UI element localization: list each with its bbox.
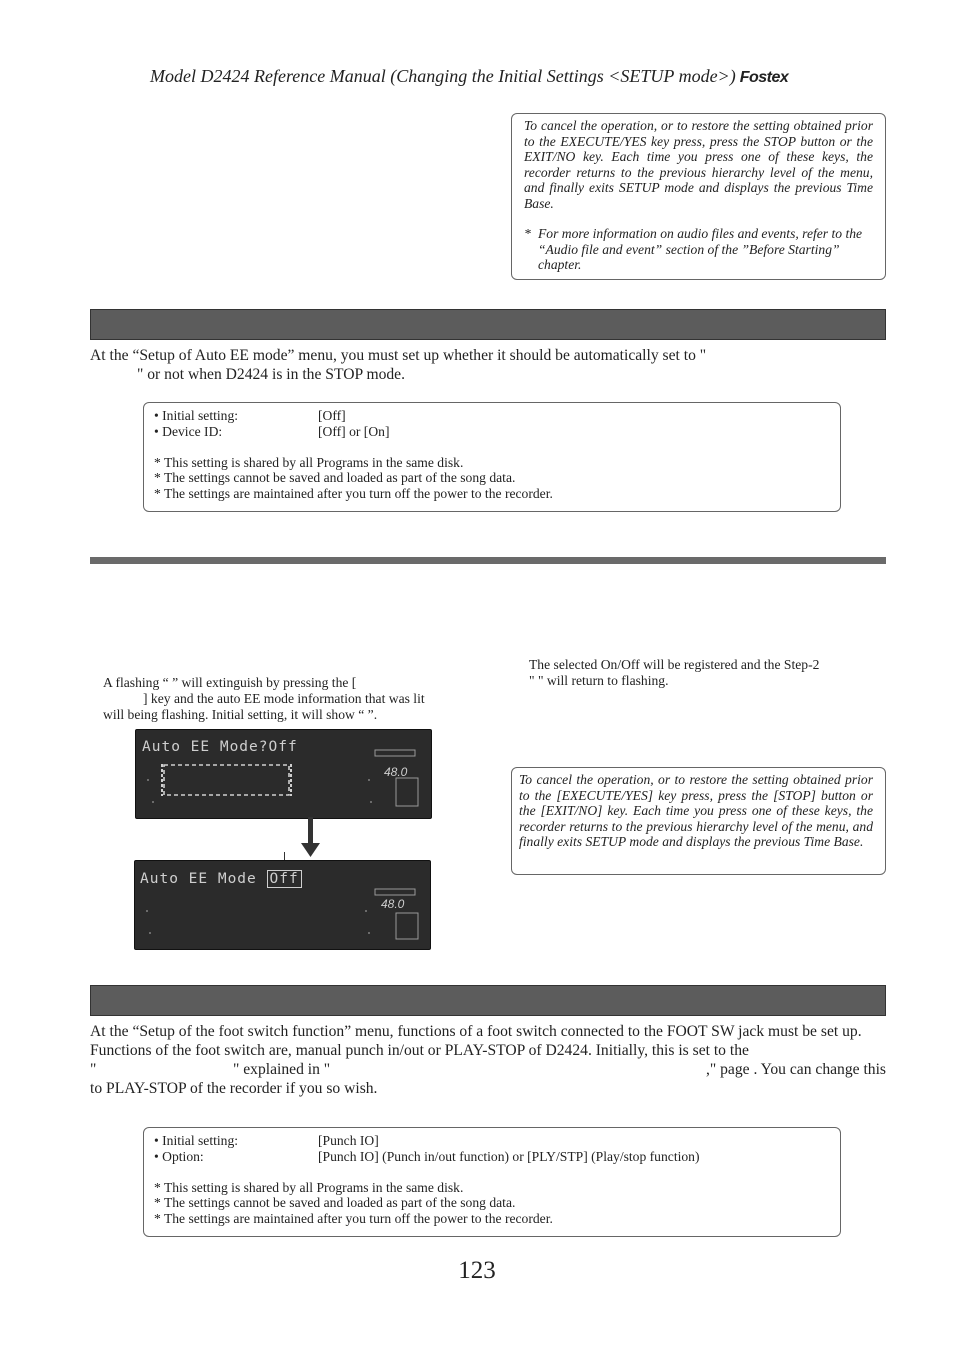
page-header [150, 66, 890, 87]
cancel-note-mid [511, 767, 886, 875]
step-left-line2: ] key and the auto EE mode information that was lit [143, 691, 425, 706]
step-left-line3: will being flashing. Initial setting, it will show “ ”. [103, 707, 378, 722]
setting-row-initial [154, 1133, 830, 1149]
setting-label: • Initial setting: [154, 408, 239, 423]
footnote-star: * [524, 226, 531, 241]
explained-in-text: " explained in " [233, 1061, 331, 1078]
foot-switch-settings-box [143, 1127, 841, 1237]
cancel-note-text: To cancel the operation, or to restore the setting obtained prior to the EXECUTE/YES key press, press the STOP button or the EXIT/NO key. Each time you press one of these keys, the recorder returns to the previous hierarchy level of the menu, and finally exits SETUP mode and displays the previous Time Base. [524, 118, 873, 211]
auto-ee-intro [90, 346, 886, 384]
section-bar-foot-switch [90, 985, 886, 1016]
setting-label: • Option: [154, 1148, 204, 1164]
step-left-line1: A flashing “ ” will extinguish by pressing the [ [103, 675, 357, 690]
lcd-display-selected [134, 860, 431, 950]
setting-label: • Initial setting: [154, 1133, 239, 1148]
section-bar-auto-ee [90, 309, 886, 340]
foot-switch-para2-line1: Functions of the foot switch are, manual punch in/out or PLAY-STOP of D2424. Initially, this is set to the [90, 1042, 749, 1059]
setting-note: * The settings are maintained after you turn off the power to the recorder. [154, 485, 553, 501]
cancel-note-text: To cancel the operation, or to restore the setting obtained prior to the [EXECUTE/YES] key press, press the [STOP] button or the [EXIT/NO] key. Each time you press one of these keys, the recorder returns to the previous hierarchy level of the menu, and finally exits SETUP mode and displays the previous Time Base. [519, 772, 873, 849]
cancel-note-top [511, 113, 886, 280]
lcd-selected-value: Off [267, 870, 302, 888]
setting-row-option [154, 1149, 830, 1165]
auto-ee-intro-line2: " or not when D2424 is in the STOP mode. [137, 366, 405, 383]
setting-value: [Off] or [On] [318, 423, 390, 439]
step-right-line2: " " will return to flashing. [529, 673, 669, 688]
page-number: 123 [458, 1257, 496, 1284]
header-title: Model D2424 Reference Manual (Changing the Initial Settings <SETUP mode>) [150, 66, 736, 86]
down-arrow-icon [300, 815, 322, 859]
foot-switch-para2-line3: to PLAY-STOP of the recorder if you so wish. [90, 1080, 378, 1097]
step-right-line1: The selected On/Off will be registered and the Step-2 [529, 657, 820, 672]
auto-ee-settings-box [143, 402, 841, 512]
setting-value: [Punch IO] [318, 1133, 379, 1148]
setting-note: * The settings are maintained after you turn off the power to the recorder. [154, 1210, 553, 1226]
section-divider [90, 557, 886, 564]
quote-mark: " [90, 1061, 97, 1078]
step-right-text [529, 657, 889, 689]
page-reference-text: ," page . You can change this [705, 1061, 886, 1078]
setting-row-initial [154, 408, 830, 424]
foot-switch-para1: At the “Setup of the foot switch function” menu, functions of a foot switch connected to the FOOT SW jack must be set up. [90, 1023, 862, 1040]
setting-note: * The settings cannot be saved and loaded as part of the song data. [154, 1195, 516, 1210]
lcd-text: Auto EE Mode?Off [142, 739, 298, 755]
lcd-label: Auto EE Mode [140, 871, 267, 887]
setting-note: * The settings cannot be saved and loaded as part of the song data. [154, 470, 516, 485]
foot-switch-para2-line2 [90, 1060, 886, 1079]
setting-note: * This setting is shared by all Programs in the same disk. [154, 454, 464, 470]
auto-ee-intro-line1: At the “Setup of Auto EE mode” menu, you must set up whether it should be automatically set to " [90, 347, 707, 364]
setting-row-device-id [154, 424, 830, 440]
setting-note: * This setting is shared by all Programs in the same disk. [154, 1179, 464, 1195]
lcd-display-flashing [135, 729, 432, 819]
foot-switch-intro [90, 1022, 886, 1098]
lcd-sample-rate: 48.0 [384, 765, 408, 779]
step-left-text [103, 675, 483, 723]
fostex-logo: Fostex [739, 69, 789, 86]
setting-value: [Off] [318, 408, 346, 423]
setting-label: • Device ID: [154, 423, 223, 439]
lcd-sample-rate: 48.0 [381, 897, 405, 911]
setting-value: [Punch IO] (Punch in/out function) or [PLY/STP] (Play/stop function) [318, 1148, 700, 1164]
footnote-text: For more information on audio files and events, refer to the “Audio file and event” section of the ”Before Starting” chapter. [538, 226, 863, 272]
